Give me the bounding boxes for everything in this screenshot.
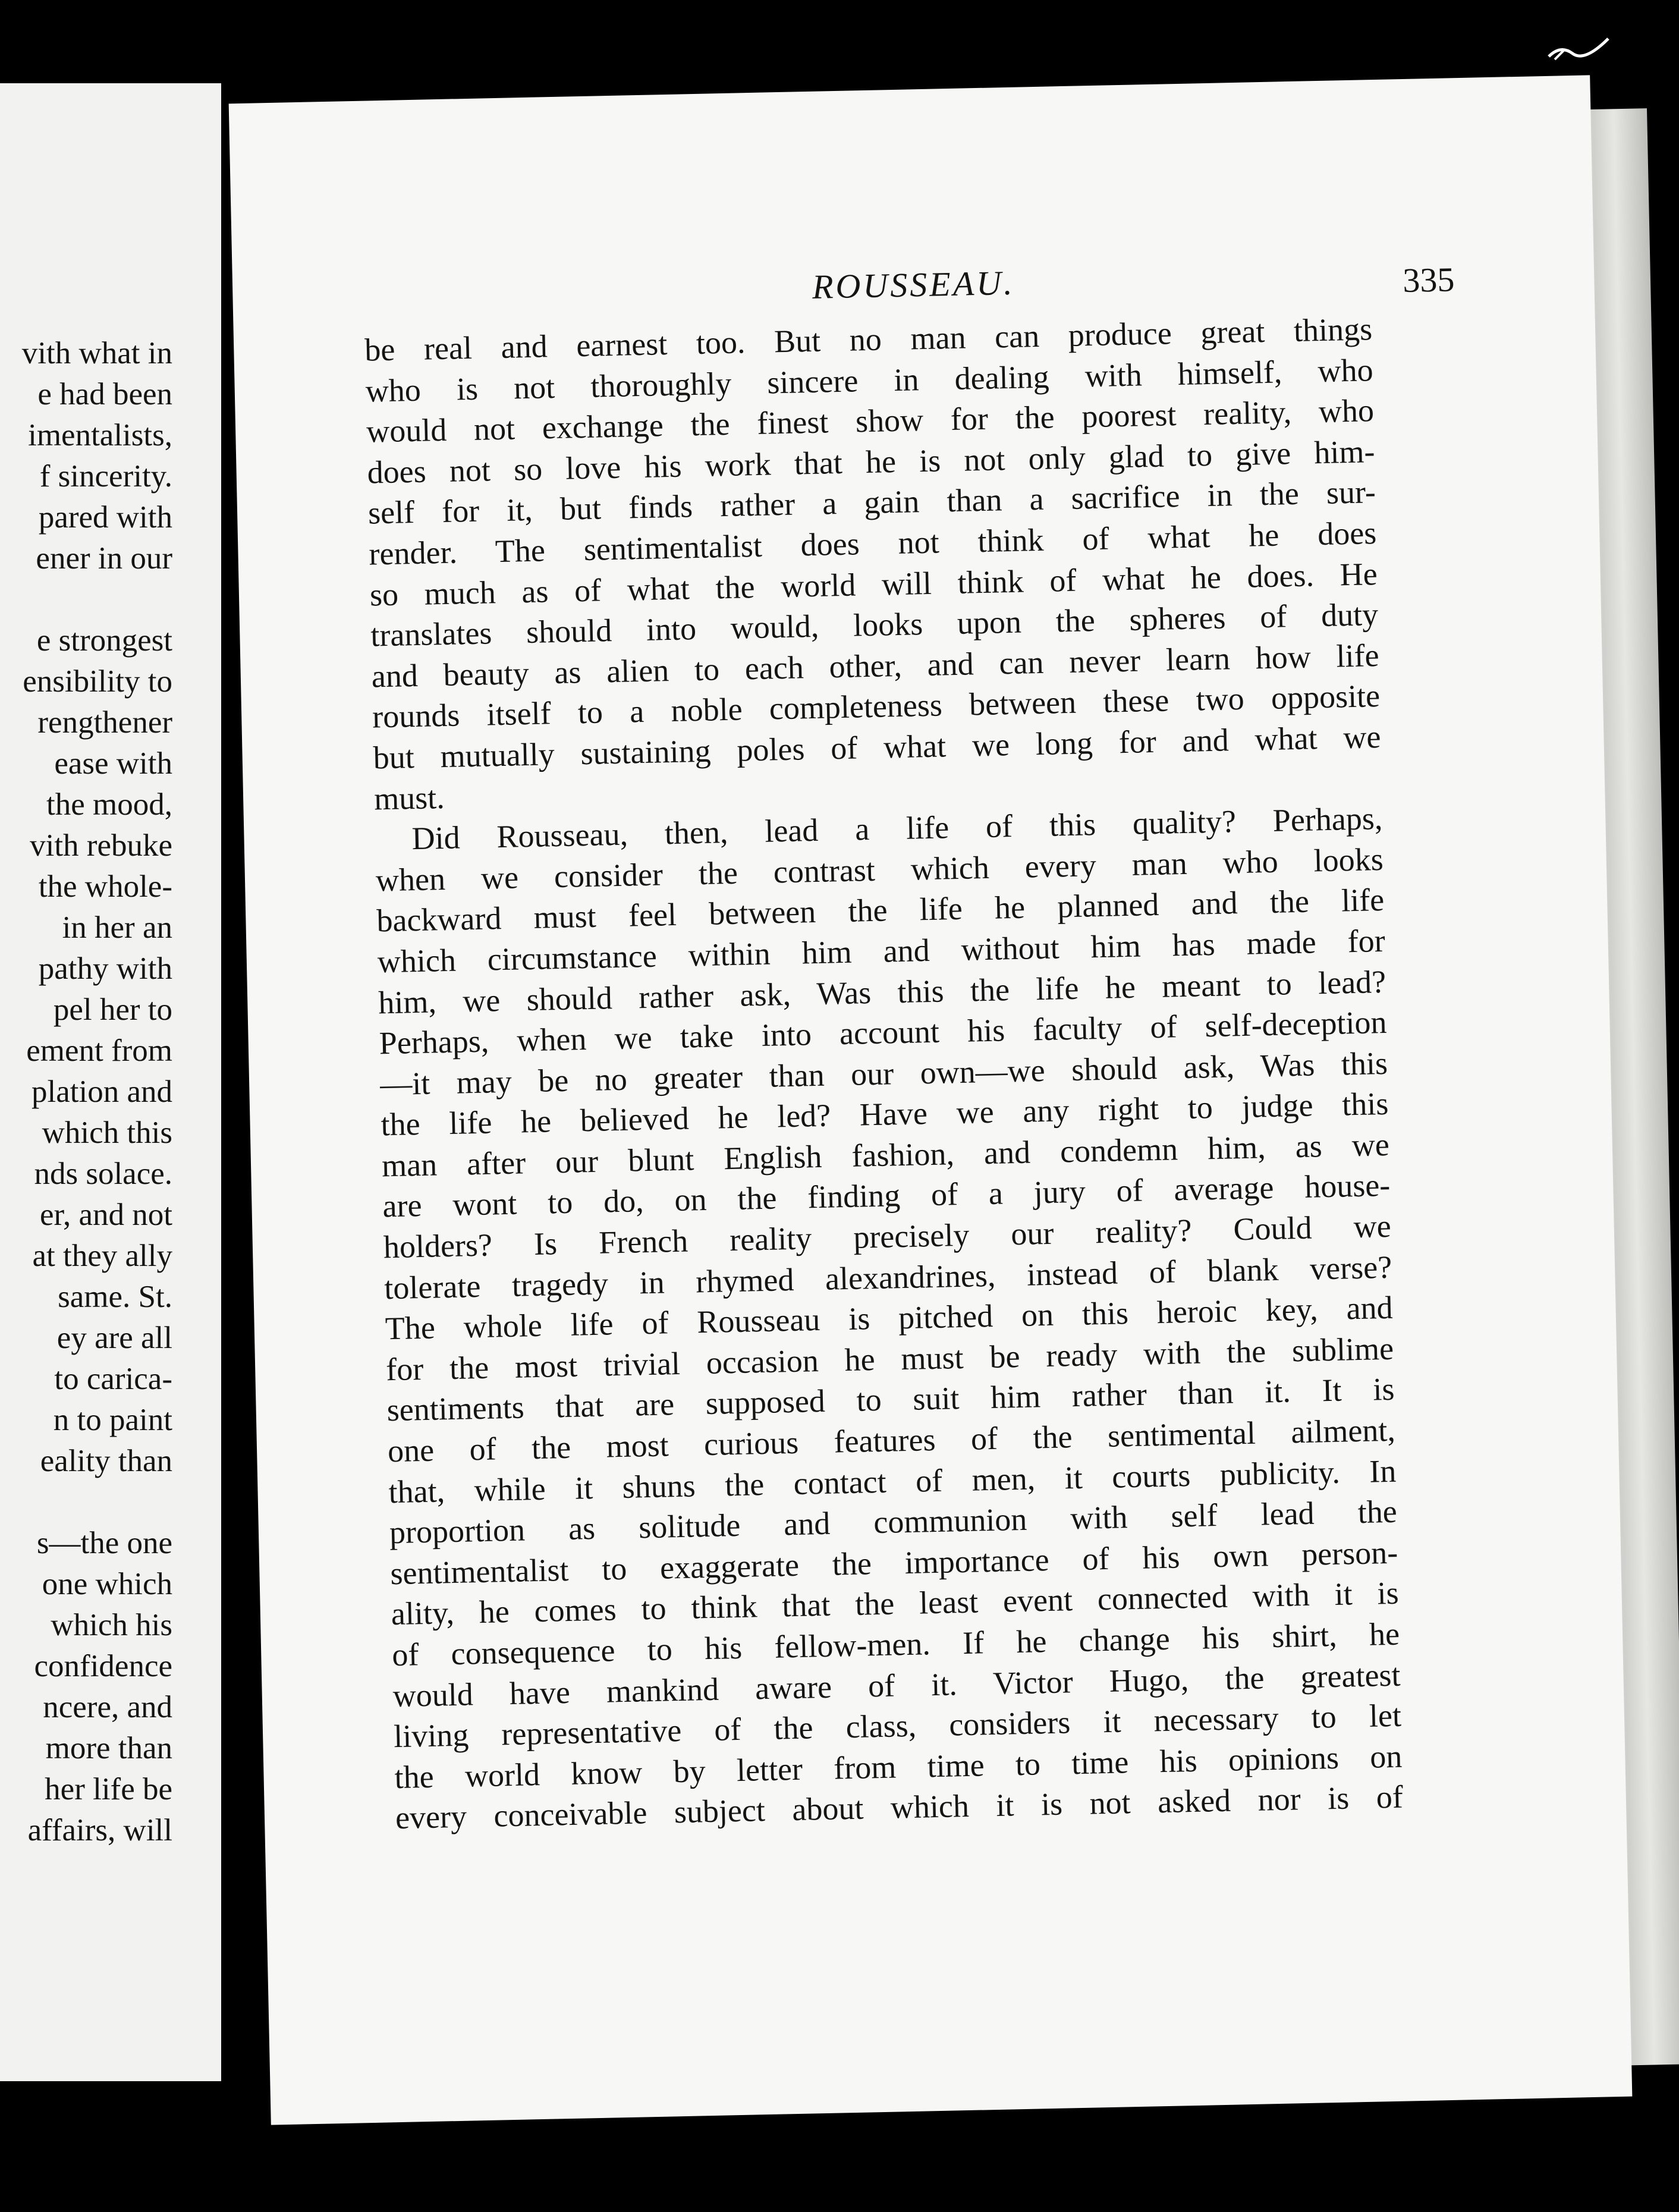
text-line: that, while it shuns the contact of men, it courts publicity. In xyxy=(388,1453,1397,1510)
paragraph xyxy=(364,309,1382,819)
facing-page-line: f sincerity. xyxy=(39,459,172,494)
book-page xyxy=(229,75,1633,2125)
paragraph xyxy=(375,798,1404,1839)
text-line: for the most trivial occasion he must be ready with the sublime xyxy=(385,1330,1394,1388)
facing-page-line: rengthener xyxy=(37,705,172,740)
text-line: The whole life of Rousseau is pitched on this heroic key, and xyxy=(385,1290,1394,1347)
facing-page-line: pel her to xyxy=(53,992,172,1027)
text-line: when we consider the contrast which every man who looks xyxy=(375,841,1384,898)
text-line: are wont to do, on the finding of a jury of average house- xyxy=(382,1167,1391,1224)
facing-page-line: in her an xyxy=(62,910,172,945)
facing-page-line: ensibility to xyxy=(23,664,172,699)
page-number: 335 xyxy=(1402,260,1455,300)
facing-page-line: imentalists, xyxy=(28,418,172,453)
facing-page-line: at they ally xyxy=(32,1239,172,1273)
text-line: does not so love his work that he is not only glad to give him- xyxy=(367,433,1375,491)
facing-page-line: nds solace. xyxy=(34,1157,172,1191)
facing-page-line: pathy with xyxy=(38,951,172,986)
facing-page-line: vith what in xyxy=(21,336,172,370)
facing-page-line: ement from xyxy=(26,1033,172,1068)
text-line: and beauty as alien to each other, and can never learn how life xyxy=(371,637,1380,695)
text-line: man after our blunt English fashion, and condemn him, as we xyxy=(381,1126,1390,1184)
facing-page-line: e had been xyxy=(37,377,172,411)
facing-page xyxy=(0,83,221,2081)
facing-page-line: e strongest xyxy=(36,623,172,658)
text-line: Perhaps, when we take into account his faculty of self-deception xyxy=(379,1004,1388,1061)
facing-page-line: one which xyxy=(42,1567,172,1601)
facing-page-line: ncere, and xyxy=(43,1690,172,1724)
facing-page-line: affairs, will xyxy=(27,1813,172,1847)
text-line: but mutually sustaining poles of what we long for and what we xyxy=(373,718,1381,776)
text-line: translates should into would, looks upon the spheres of duty xyxy=(370,596,1379,653)
facing-page-line: plation and xyxy=(32,1074,172,1109)
scanner-mark-icon xyxy=(1543,33,1614,68)
body-text xyxy=(364,309,1404,1839)
text-line: would have mankind aware of it. Victor Hugo, the greatest xyxy=(392,1657,1401,1714)
facing-page-line: s—the one xyxy=(36,1526,172,1560)
facing-page-line: pared with xyxy=(38,500,172,535)
facing-page-line: which his xyxy=(51,1608,172,1642)
facing-page-line: the mood, xyxy=(46,787,172,822)
text-line: —it may be no greater than our own—we should ask, Was this xyxy=(379,1045,1388,1102)
facing-page-line: more than xyxy=(45,1731,172,1765)
facing-page-line: ease with xyxy=(54,746,172,781)
facing-page-line: n to paint xyxy=(53,1403,172,1437)
text-line: Did Rousseau, then, lead a life of this quality? Perhaps, xyxy=(411,800,1383,857)
text-line: the life he believed he led? Have we any right to judge this xyxy=(381,1086,1389,1143)
text-line: the world know by letter from time to time his opinions on xyxy=(394,1738,1403,1795)
facing-page-line: the whole- xyxy=(38,869,172,904)
text-line: sentimentalist to exaggerate the importance of his own person- xyxy=(389,1534,1398,1592)
facing-page-line: her life be xyxy=(45,1772,172,1806)
facing-page-line: ey are all xyxy=(56,1321,172,1355)
text-line: would not exchange the finest show for the poorest reality, who xyxy=(366,392,1375,450)
text-line: of consequence to his fellow-men. If he change his shirt, he xyxy=(391,1616,1400,1673)
text-line: self for it, but finds rather a gain than a sacrifice in the sur- xyxy=(367,474,1376,531)
text-line: must. xyxy=(373,779,445,817)
facing-page-line: to carica- xyxy=(54,1362,172,1396)
running-head: ROUSSEAU. xyxy=(812,263,1015,306)
text-line: holders? Is French reality precisely our reality? Could we xyxy=(383,1208,1392,1265)
facing-page-text xyxy=(0,333,172,1851)
facing-page-line: confidence xyxy=(34,1649,172,1683)
text-line: one of the most curious features of the sentimental ailment, xyxy=(387,1412,1396,1469)
text-line: tolerate tragedy in rhymed alexandrines, instead of blank verse? xyxy=(383,1249,1392,1306)
text-line: backward must feel between the life he planned and the life xyxy=(376,882,1385,939)
facing-page-line: ener in our xyxy=(36,541,172,576)
facing-page-line xyxy=(0,579,172,620)
text-line: proportion as solitude and communion with self lead the xyxy=(389,1493,1398,1551)
text-line: be real and earnest too. But no man can produce great things xyxy=(364,311,1373,368)
text-line: ality, he comes to think that the least event connected with it is xyxy=(391,1575,1400,1632)
text-line: him, we should rather ask, Was this the life he meant to lead? xyxy=(378,963,1386,1020)
text-line: which circumstance within him and without him has made for xyxy=(377,922,1386,980)
text-line: so much as of what the world will think of what he does. He xyxy=(369,555,1378,613)
facing-page-line: er, and not xyxy=(39,1198,172,1232)
facing-page-line: eality than xyxy=(40,1444,172,1478)
text-line: living representative of the class, considers it necessary to let xyxy=(393,1697,1402,1755)
text-line: who is not thoroughly sincere in dealing with himself, who xyxy=(365,351,1374,409)
text-line: sentiments that are supposed to suit him rather than it. It is xyxy=(386,1371,1395,1428)
text-line: rounds itself to a noble completeness between these two opposite xyxy=(372,678,1381,735)
text-line: render. The sentimentalist does not think of what he does xyxy=(368,515,1377,572)
facing-page-line xyxy=(0,1482,172,1523)
facing-page-line: vith rebuke xyxy=(30,828,172,863)
facing-page-line: which this xyxy=(42,1116,172,1150)
facing-page-line: same. St. xyxy=(58,1280,172,1314)
text-line: every conceivable subject about which it is not asked nor is of xyxy=(395,1779,1404,1836)
